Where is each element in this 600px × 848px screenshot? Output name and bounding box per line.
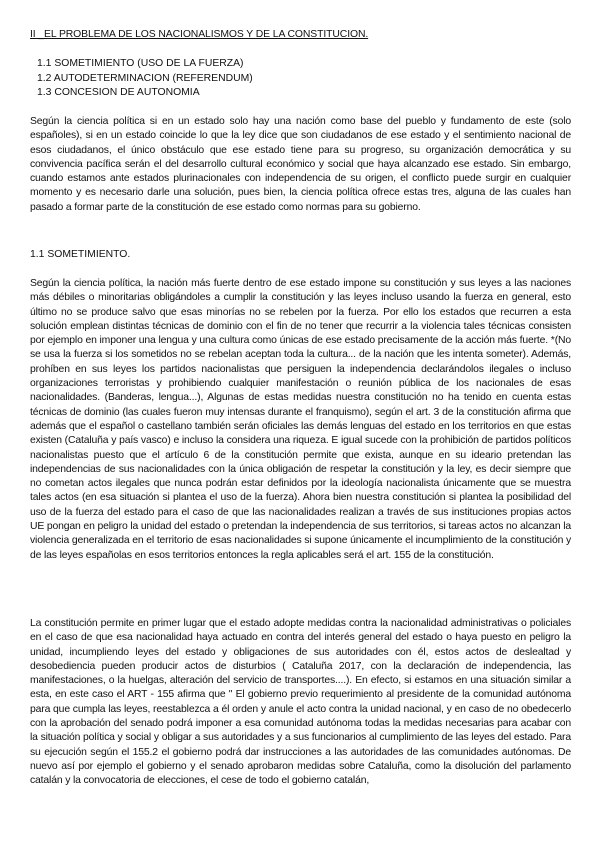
closing-paragraph: La constitución permite en primer lugar que el estado adopte medidas contra la nacionalidad administrativas o policiales en el caso de que esa nacionalidad haya actuado en contra del interés general del estado o haya puesto en peligro la unidad, incumpliendo leyes del estado y obligaciones de sus autoridades con él, estos actos de deslealtad y desobediencia pueden producir actos de disturbios ( Cataluña 2017, con la declaración de independencia, las manifestaciones, o la huelgas, alteración del servicio de transportes....). En efecto, si estamos en una situación similar a esta, en este caso el ART - 155 afirma que " El gobierno previo requerimiento al presidente de la comunidad autónoma para que cumpla las leyes, reestablezca a él orden y anule el acto contra la unidad nacional, y en caso de no obedecerlo con la aprobación del senado podrá imponer a esa comunidad autónoma todas la medidas necesarias para acabar con la situación política y social y obligar a sus autoridades y a sus funcionarios al cumplimiento de las leyes del estado. Para su ejecución según el 155.2 el gobierno podrá dar instrucciones a las autoridades de las comunidades autónomas. De nuevo así por ejemplo el gobierno y el senado aprobaron medidas sobre Cataluña, como la disolución del parlamento catalán y la convocatoria de elecciones, el cese de todo el gobierno catalán,	[30, 618, 571, 787]
table-of-contents	[37, 57, 253, 101]
section-heading: 1.1 SOMETIMIENTO.	[30, 249, 131, 260]
document-title: II _EL PROBLEMA DE LOS NACIONALISMOS Y DE LA CONSTITUCION.	[30, 29, 369, 40]
intro-paragraph: Según la ciencia política si en un estado solo hay una nación como base del pueblo y fundamento de este (solo españoles), si en un estado coincide lo que la ley dice que son ciudadanos de ese estado y el sentimiento nacional de esos ciudadanos, el único obstáculo que ese estado tiene para su progreso, su organización democrática y su convivencia pacífica serán el del desarrollo cultural económico y social que haya alcanzado ese estado. Sin embargo, cuando estamos ante estados plurinacionales con independencia de su origen, el conflicto puede surgir en cualquier momento y es necesario darle una solución, pues bien, la ciencia política ofrece estas tres, alguna de las cuales han pasado a formar parte de la constitución de ese estado como normas para su gobierno.	[30, 116, 571, 213]
toc-item: 1.3 CONCESION DE AUTONOMIA	[37, 87, 200, 98]
toc-item: 1.1 SOMETIMIENTO (USO DE LA FUERZA)	[37, 58, 244, 69]
section-body-paragraph: Según la ciencia política, la nación más fuerte dentro de ese estado impone su constitución y sus leyes a las naciones más débiles o minoritarias obligándoles a cumplir la constitución y las leyes incluso usando la fuerza en general, esto último no se produce salvo que esas minorías no se rebelen por la fuerza. Por ello los estados que recurren a esta solución emplean distintas técnicas de dominio con el fin de no tener que recurrir a la violencia tales técnicas consisten por ejemplo en imponer una lengua y una cultura como únicas de ese estado precisamente de la acción más fuerte. *(No se usa la fuerza si los sometidos no se rebelan aceptan toda la cultura... de la nación que les intenta someter). Además, prohíben en sus leyes los partidos nacionalistas que persiguen la independencia declarándolos ilegales o incluso organizaciones terroristas y prohibiendo cualquier manifestación o reunión pública de los nacionales de esas nacionalidades. (Banderas, lengua...), Algunas de estas medidas nuestra constitución no ha tenido en cuenta estas técnicas de dominio (las cuales fueron muy intensas durante el franquismo), según el art. 3 de la constitución afirma que además que el español o castellano también serán oficiales las demás lenguas del estado en los territorios en que estas existen (Cataluña y país vasco) e incluso la considera una riqueza. E igual sucede con la prohibición de partidos políticos nacionalistas puesto que el artículo 6 de la constitución permite que exista, aunque en su ideario pretendan las independencias de sus nacionalidades con la única obligación de respetar la constitución y la ley, es decir siempre que no cometan actos ilegales que nunca podrán estar definidos por la ideología nacionalista únicamente que se muestra tales actos (en esa situación si plantea el uso de la fuerza). Ahora bien nuestra constitución si plantea la posibilidad del uso de la fuerza del estado para el caso de que las nacionalidades realizan a través de sus instituciones propias actos UE pongan en peligro la unidad del estado o pretendan la independencia de sus territorios, si tareas actos no alcanzan la violencia generalizada en el territorio de esas nacionalidades si supone únicamente el incumplimiento de la constitución y de las leyes españolas en esos territorios entonces la regla aplicables será el art. 155 de la constitución.	[30, 278, 571, 561]
toc-item: 1.2 AUTODETERMINACION (REFERENDUM)	[37, 72, 253, 84]
